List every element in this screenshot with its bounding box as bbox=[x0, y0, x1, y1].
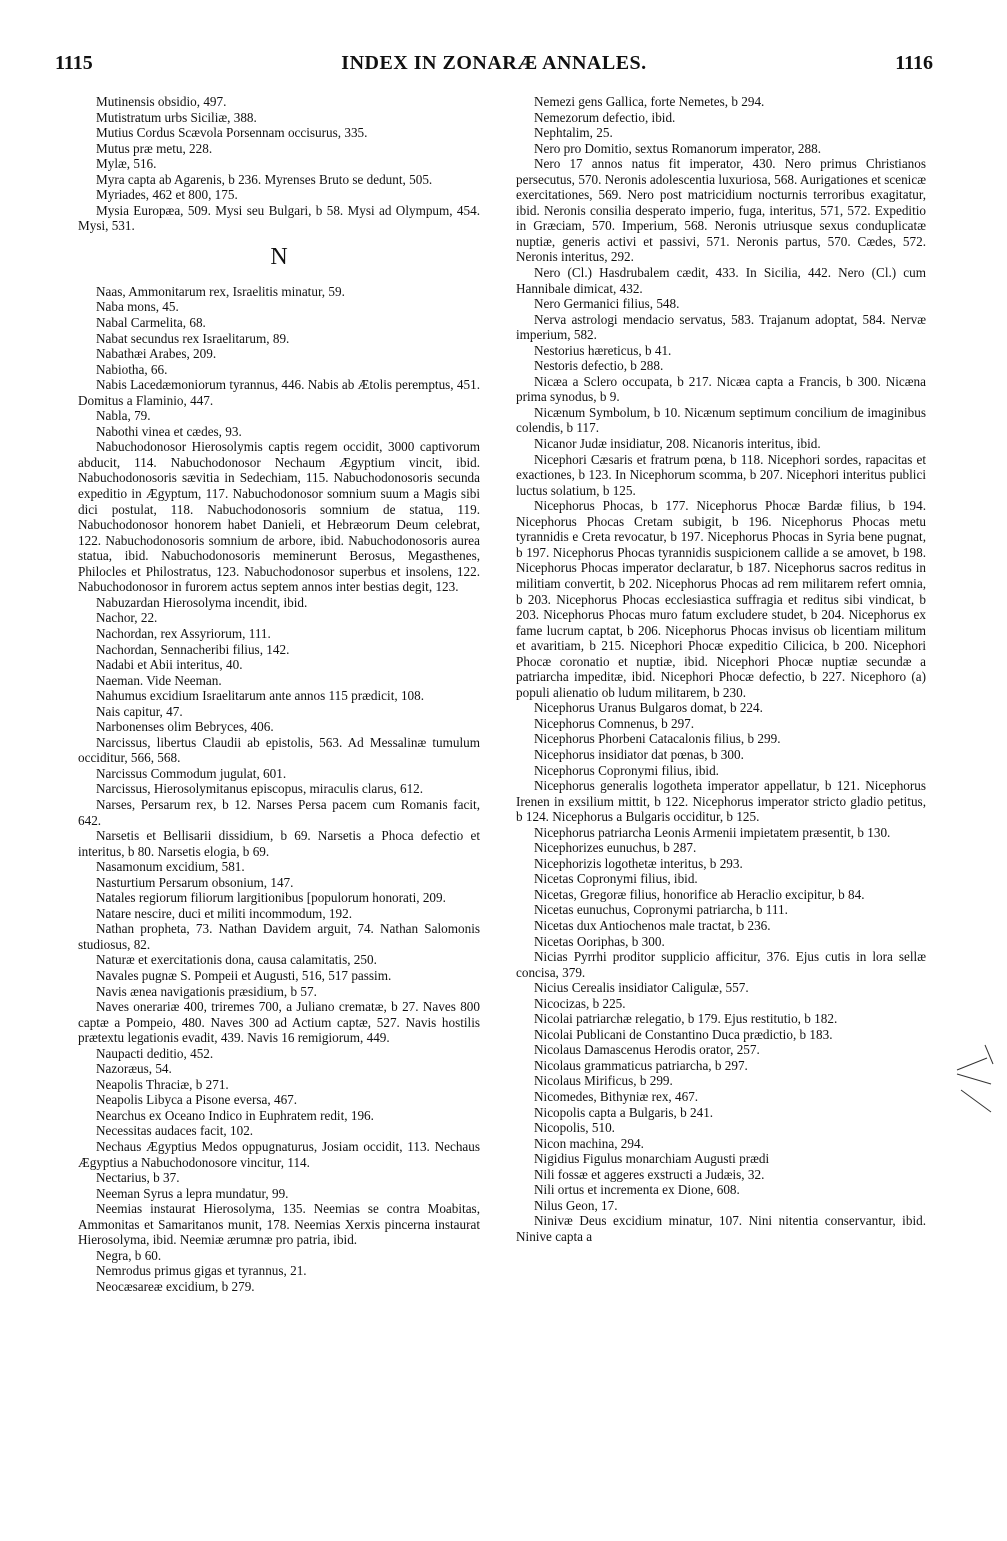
index-entry: Nais capitur, 47. bbox=[96, 703, 183, 719]
index-entry: Nicephorus Phocas, b 177. Nicephorus Phocæ Bardæ filius, b 194. Nicephorus Phocas Cretam subigit, b 196. Nicephorus Phocas metu tyrannidis e Creta revocatur, b 197. Nicephorus Phocas in Syria bene pugnat, b 197. Nicephorus Phocas tyrannidis suspicionem callide a se amovet, b 198. Nicephorus Phocas imperator declaratur, b 187. Nicephorus sacros reditus in militiam convertit, b 202. Nicephorus Phocas ad rem militarem refert omnia, b 203. Nicephorus Phocas ecclesiastica suffragia et reditus sibi vindicat, b 203. Nicephorus Phocas muro fatum excludere studet, b 204. Nicephorus ex fame lucrum captat, b 206. Nicephorus Phocas invisus ob licentiam militum et avaritiam, b 215. Nicephori Phocæ expeditio Cilicica, b 200. Nicephori Phocæ coronatio et nuptiæ, ibid. Nicephori Phocæ nuptiæ secundæ a patriarcha impeditæ, ibid. Nicephori Phocæ defectio, b 227. Nicephoro (a) populi alienatio ob ludum militarem, b 230. bbox=[516, 498, 926, 700]
index-entry: Mutus præ metu, 228. bbox=[96, 140, 213, 156]
index-entry: Nemezi gens Gallica, forte Nemetes, b 294. bbox=[534, 94, 765, 109]
index-entry: Nicephorus patriarcha Leonis Armenii impietatem præsentit, b 130. bbox=[534, 824, 891, 840]
index-entry: Nicopolis capta a Bulgaris, b 241. bbox=[534, 1104, 714, 1120]
index-entry: Nadabi et Abii interitus, 40. bbox=[96, 657, 243, 673]
index-entry: Nechaus Ægyptius Medos oppugnaturus, Josiam occidit, 113. Nechaus Ægyptius a Nabuchodonosore vincitur, 114. bbox=[78, 1139, 480, 1170]
index-entry: Nicephorus Uranus Bulgaros domat, b 224. bbox=[534, 700, 763, 716]
index-entry: Nero 17 annos natus fit imperator, 430. Nero primus Christianos persecutus, 570. Neronis adolescentia luxuriosa, 568. Aurigationes et scenicæ exercitationes, 569. Nero post matricidium nocturnis terroribus exagitatur, ibid. Neronis consilia desperato imperio, fuga, interitus, 571, 572. Expeditio in Græciam, 570. Imperium, 568. Neronis utriusque sexus conduplicatæ nuptiæ, generis activi et passivi, 571. Neronis partus, 570. Cædes, 572. Neronis interitus, 292. bbox=[516, 156, 926, 265]
index-entry: Natales regiorum filiorum largitionibus [populorum honorati, 209. bbox=[96, 890, 446, 906]
index-entry: Nero (Cl.) Hasdrubalem cædit, 433. In Sicilia, 442. Nero (Cl.) cum Hannibale dimicat, 432. bbox=[516, 265, 926, 296]
index-entry: Nasamonum excidium, 581. bbox=[96, 859, 245, 875]
index-entry: Negra, b 60. bbox=[96, 1247, 162, 1263]
index-entry: Nicetas Ooriphas, b 300. bbox=[534, 933, 665, 949]
index-entry: Mutinensis obsidio, 497. bbox=[96, 94, 227, 109]
index-entry: Narsetis et Bellisarii dissidium, b 69. Narsetis a Phoca defectio et interitus, b 80. Narsetis elogia, b 69. bbox=[78, 828, 480, 859]
index-entry: Naupacti deditio, 452. bbox=[96, 1045, 214, 1061]
index-entry: Natare nescire, duci et militi incommodum, 192. bbox=[96, 905, 352, 921]
index-entry: Ninivæ Deus excidium minatur, 107. Nini nitentia conservantur, ibid. Ninive capta a bbox=[516, 1213, 926, 1244]
index-entry: Necessitas audaces facit, 102. bbox=[96, 1123, 254, 1139]
index-entry: Nestoris defectio, b 288. bbox=[534, 358, 664, 374]
index-entry: Nicolai Publicani de Constantino Duca prædictio, b 183. bbox=[534, 1026, 833, 1042]
index-entry: Narcissus Commodum jugulat, 601. bbox=[96, 765, 287, 781]
index-entry: Nabal Carmelita, 68. bbox=[96, 315, 206, 331]
index-entry: Nachordan, Sennacheribi filius, 142. bbox=[96, 641, 290, 657]
index-entry: Nicephorus insidiator dat pœnas, b 300. bbox=[534, 746, 744, 762]
index-entry: Nicanor Judæ insidiatur, 208. Nicanoris interitus, ibid. bbox=[534, 436, 821, 452]
index-entry: Mutius Cordus Scævola Porsennam occisurus, 335. bbox=[96, 125, 368, 141]
index-entry: Nicias Pyrrhi proditor supplicio afficitur, 376. Ejus cutis in lora sellæ concisa, 379. bbox=[516, 949, 926, 980]
index-entry: Narses, Persarum rex, b 12. Narses Persa pacem cum Romanis facit, 642. bbox=[78, 796, 480, 828]
index-entry: Myriades, 462 et 800, 175. bbox=[96, 187, 238, 203]
left-column-top-entries bbox=[78, 94, 480, 234]
index-entry: Nicæa a Sclero occupata, b 217. Nicæa capta a Francis, b 300. Nicæna prima synodus, b 9. bbox=[516, 373, 926, 405]
index-entry: Naves onerariæ 400, triremes 700, a Juliano crematæ, b 27. Naves 800 captæ a Pompeio, 480. Naves 300 ad Actium captæ, 527. Navis hostilis prætextu legationis evadit, 439. Navis 16 remigiorum, 449. bbox=[78, 999, 480, 1046]
index-entry: Myra capta ab Agarenis, b 236. Myrenses Bruto se dedunt, 505. bbox=[96, 171, 433, 187]
index-entry: Nemrodus primus gigas et tyrannus, 21. bbox=[96, 1263, 307, 1279]
index-entry: Nephtalim, 25. bbox=[534, 125, 613, 141]
index-entry: Nahumus excidium Israelitarum ante annos 115 prædicit, 108. bbox=[96, 688, 425, 704]
left-page-number: 1115 bbox=[55, 52, 93, 74]
index-entry: Nathan propheta, 73. Nathan Davidem arguit, 74. Nathan Salomonis studiosus, 82. bbox=[78, 921, 480, 952]
left-column-entries bbox=[78, 284, 480, 1295]
index-entry: Nabuzardan Hierosolyma incendit, ibid. bbox=[96, 594, 308, 610]
right-column bbox=[516, 94, 926, 1244]
index-entry: Nili ortus et incrementa ex Dione, 608. bbox=[534, 1182, 740, 1198]
index-entry: Nicolaus Mirificus, b 299. bbox=[534, 1073, 673, 1089]
index-entry: Nachordan, rex Assyriorum, 111. bbox=[96, 625, 271, 641]
index-entry: Mylæ, 516. bbox=[96, 156, 157, 172]
index-entry: Nabuchodonosor Hierosolymis captis regem occidit, 3000 captivorum abducit, 114. Nabuchodonosor Nechaum Ægyptium vincit, ibid. Nabuchodonosoris sævitia in Sedechiam, 115. Nabuchodonosoris secunda expeditio in Ægyptum, 117. Nabuchodonosor somnium suum a Magis sibi dici postulat, 118. Nabuchodonosoris somnium de statua, 119. Nabuchodonosor honorem habet Danieli, et Hebræorum Deum celebrat, 122. Nabuchodonosoris somnium de arbore, ibid. Nabuchodonosoris aurea statua, ibid. Nabuchodonosoris meminerunt Berosus, Megasthenes, Philocles et Philostratus, 123. Nabuchodonosor superbus et insolens, 122. Nabuchodonosor in furorem actus septem annos inter bestias degit, 123. bbox=[78, 439, 480, 595]
index-entry: Neapolis Thraciæ, b 271. bbox=[96, 1076, 229, 1092]
index-entry: Naeman. Vide Neeman. bbox=[96, 672, 222, 688]
index-entry: Nazoræus, 54. bbox=[96, 1061, 172, 1077]
index-entry: Nerva astrologi mendacio servatus, 583. Trajanum adoptat, 584. Nervæ imperium, 582. bbox=[516, 311, 926, 343]
index-entry: Nearchus ex Oceano Indico in Euphratem redit, 196. bbox=[96, 1107, 374, 1123]
index-entry: Naas, Ammonitarum rex, Israelitis minatur, 59. bbox=[96, 283, 345, 299]
index-entry: Nicænum Symbolum, b 10. Nicænum septimum concilium de imaginibus colendis, b 117. bbox=[516, 404, 926, 436]
index-entry: Nicolaus Damascenus Herodis orator, 257. bbox=[534, 1042, 760, 1058]
index-entry: Narcissus, libertus Claudii ab epistolis, 563. Ad Messalinæ tumulum occiditur, 566, 568. bbox=[78, 734, 480, 766]
index-entry: Nabathæi Arabes, 209. bbox=[96, 346, 217, 362]
index-entry: Nasturtium Persarum obsonium, 147. bbox=[96, 874, 294, 890]
index-entry: Mysia Europæa, 509. Mysi seu Bulgari, b 58. Mysi ad Olympum, 454. Mysi, 531. bbox=[78, 202, 480, 234]
index-entry: Navis ænea navigationis præsidium, b 57. bbox=[96, 983, 317, 999]
index-entry: Mutistratum urbs Siciliæ, 388. bbox=[96, 109, 257, 125]
index-entry: Nicetas Copronymi filius, ibid. bbox=[534, 871, 698, 887]
section-letter: N bbox=[270, 243, 288, 270]
index-entry: Narbonenses olim Bebryces, 406. bbox=[96, 719, 274, 735]
index-entry: Nicephorizis logothetæ interitus, b 293. bbox=[534, 855, 743, 871]
index-entry: Nicon machina, 294. bbox=[534, 1135, 644, 1151]
index-entry: Nicetas eunuchus, Copronymi patriarcha, b 111. bbox=[534, 902, 788, 918]
index-entry: Nestorius hæreticus, b 41. bbox=[534, 342, 672, 358]
index-entry: Nicomedes, Bithyniæ rex, 467. bbox=[534, 1089, 699, 1104]
index-entry: Neeman Syrus a lepra mundatur, 99. bbox=[96, 1185, 289, 1201]
index-entry: Nicopolis, 510. bbox=[534, 1120, 615, 1136]
index-entry: Nicephorus Copronymi filius, ibid. bbox=[534, 762, 719, 778]
index-entry: Nilus Geon, 17. bbox=[534, 1197, 618, 1213]
page-title: INDEX IN ZONARÆ ANNALES. bbox=[341, 52, 647, 74]
index-entry: Nigidius Figulus monarchiam Augusti prædi bbox=[534, 1151, 770, 1167]
index-entry: Neemias instaurat Hierosolyma, 135. Neemias se contra Moabitas, Ammonitas et Samaritanos munit, 178. Neemias Xerxis pincerna instaurat Hierosolyma, ibid. Neemiæ ærumnæ pro patria, ibid. bbox=[78, 1201, 480, 1248]
index-entry: Nicolaus grammaticus patriarcha, b 297. bbox=[534, 1057, 748, 1073]
index-entry: Nachor, 22. bbox=[96, 610, 158, 626]
margin-pencil-marks bbox=[955, 1040, 995, 1150]
index-entry: Nabothi vinea et cædes, 93. bbox=[96, 423, 242, 439]
index-entry: Nicephorus Comnenus, b 297. bbox=[534, 715, 695, 731]
index-entry: Nicephori Cæsaris et fratrum pœna, b 118. Nicephori sordes, rapacitas et exactiones, b 123. In Nicephorum scomma, b 207. Nicephori interitus publici luctus solatium, b 125. bbox=[516, 451, 926, 498]
index-entry: Naturæ et exercitationis dona, causa calamitatis, 250. bbox=[96, 952, 377, 968]
index-entry: Nicetas, Gregoræ filius, honorifice ab Heraclio excipitur, b 84. bbox=[534, 886, 865, 902]
index-entry: Navales pugnæ S. Pompeii et Augusti, 516, 517 passim. bbox=[96, 967, 392, 983]
index-entry: Nicetas dux Antiochenos male tractat, b 236. bbox=[534, 917, 771, 933]
index-entry: Nero Germanici filius, 548. bbox=[534, 296, 680, 312]
index-entry: Nabiotha, 66. bbox=[96, 361, 168, 377]
right-page-number: 1116 bbox=[895, 52, 933, 74]
index-entry: Nero pro Domitio, sextus Romanorum imperator, 288. bbox=[534, 140, 821, 156]
index-entry: Nabis Lacedæmoniorum tyrannus, 446. Nabis ab Ætolis peremptus, 451. Domitus a Flaminio, 447. bbox=[78, 377, 480, 408]
index-entry: Naba mons, 45. bbox=[96, 299, 179, 315]
index-entry: Nicephorizes eunuchus, b 287. bbox=[534, 840, 697, 856]
index-entry: Narcissus, Hierosolymitanus episcopus, miraculis clarus, 612. bbox=[96, 781, 424, 797]
index-entry: Neocæsareæ excidium, b 279. bbox=[96, 1278, 255, 1294]
index-entry: Nectarius, b 37. bbox=[96, 1170, 180, 1186]
index-entry: Nemezorum defectio, ibid. bbox=[534, 109, 676, 125]
index-entry: Nabat secundus rex Israelitarum, 89. bbox=[96, 330, 290, 346]
index-entry: Nicius Cerealis insidiator Caligulæ, 557. bbox=[534, 980, 749, 996]
index-entry: Nicocizas, b 225. bbox=[534, 995, 626, 1011]
page-header bbox=[55, 52, 933, 82]
index-entry: Nicephorus Phorbeni Catacalonis filius, b 299. bbox=[534, 731, 781, 747]
index-entry: Nili fossæ et aggeres exstructi a Judæis, 32. bbox=[534, 1166, 765, 1182]
index-entry: Nicephorus generalis logotheta imperator appellatur, b 121. Nicephorus Irenen in exsilium mittit, b 122. Nicephorus imperator stricto gladio petitus, b 124. Nicephorus a Bulgaris occiditur, b 125. bbox=[516, 778, 926, 825]
right-column-entries bbox=[516, 94, 926, 1244]
index-entry: Nicolai patriarchæ relegatio, b 179. Ejus restitutio, b 182. bbox=[534, 1011, 838, 1027]
left-column bbox=[78, 94, 480, 1294]
index-entry: Nabla, 79. bbox=[96, 408, 151, 424]
index-entry: Neapolis Libyca a Pisone eversa, 467. bbox=[96, 1092, 298, 1108]
